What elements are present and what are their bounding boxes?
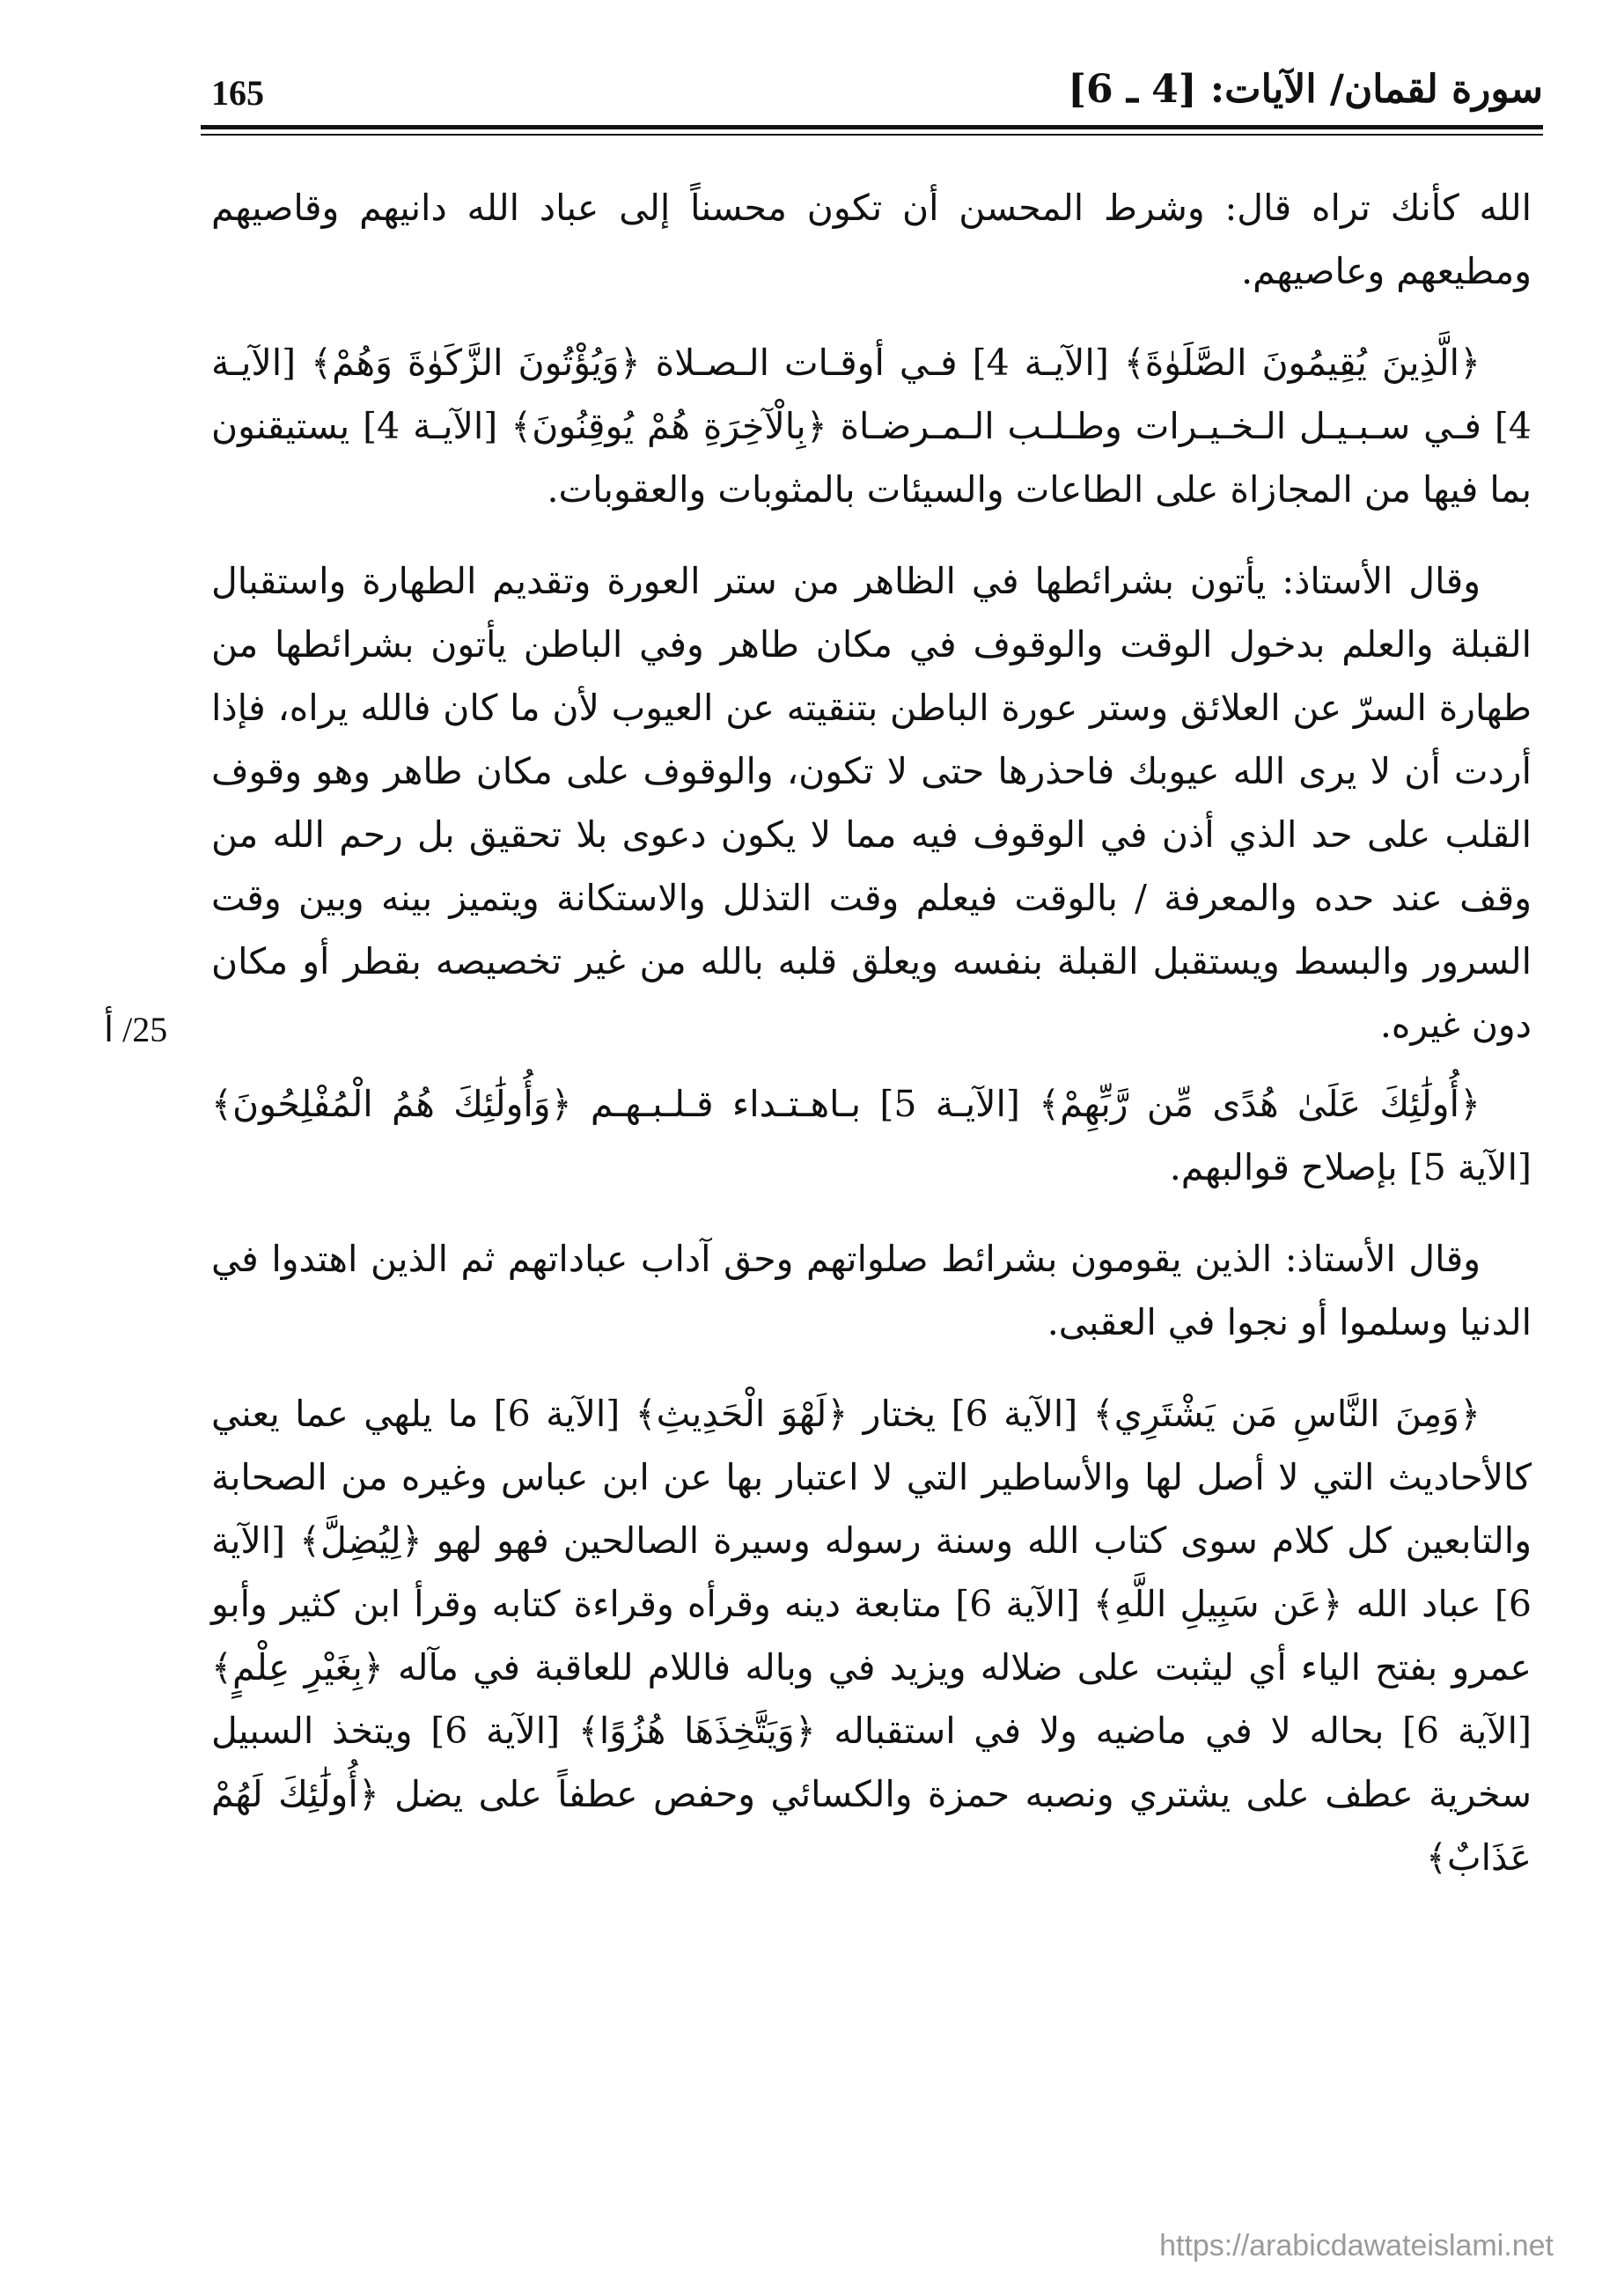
header-rule-thick (201, 125, 1543, 129)
paragraph-2: ﴿الَّذِينَ يُقِيمُونَ الصَّلَوٰةَ﴾ [الآيـة 4] فـي أوقـات الـصـلاة ﴿وَيُؤْتُونَ الزَّكَوٰةَ وَهُمْ﴾ [الآيـة 4] فـي سـبـيـل الـخـيـرات وطـلـب الـمـرضـاة ﴿بِالْآخِرَةِ هُمْ يُوقِنُونَ﴾ [الآيـة 4] يستيقنون بما فيها من المجازاة على الطاعات والسيئات بالمثوبات والعقوبات. (211, 342, 1532, 511)
paragraph-1: الله كأنك تراه قال: وشرط المحسن أن تكون محسناً إلى عباد الله دانيهم وقاصيهم ومطيعهم وعاصيهم. (211, 187, 1532, 292)
watermark-url: https://arabicdawateislami.net (1159, 2229, 1554, 2262)
header-rule-thin (201, 134, 1543, 136)
paragraph-5: وقال الأستاذ: الذين يقومون بشرائط صلواتهم وحق آداب عباداتهم ثم الذين اهتدوا في الدنيا وسلموا أو نجوا في العقبى. (211, 1238, 1532, 1343)
paragraph-6: ﴿وَمِنَ النَّاسِ مَن يَشْتَرِي﴾ [الآية 6] يختار ﴿لَهْوَ الْحَدِيثِ﴾ [الآية 6] ما يلهي عما يعني كالأحاديث التي لا أصل لها والأساطير التي لا اعتبار بها عن ابن عباس وغيره من الصحابة والتابعين كل كلام سوى كتاب الله وسنة رسوله وسيرة الصالحين فهو لهو ﴿لِيُضِلَّ﴾ [الآية 6] عباد الله ﴿عَن سَبِيلِ اللَّهِ﴾ [الآية 6] متابعة دينه وقرأه وقراءة كتابه وقرأ ابن كثير وأبو عمرو بفتح الياء أي ليثبت على ضلاله ويزيد في وباله فاللام للعاقبة في مآله ﴿بِغَيْرِ عِلْمٍ﴾ [الآية 6] بحاله لا في ماضيه ولا في استقباله ﴿وَيَتَّخِذَهَا هُزُوًا﴾ [الآية 6] ويتخذ السبيل سخرية عطف على يشتري ونصبه حمزة والكسائي وحفص عطفاً على يضل ﴿أُولَٰئِكَ لَهُمْ عَذَابٌ﴾ (211, 1393, 1532, 1879)
page-number: 165 (211, 73, 264, 113)
running-title: سورة لقمان/ الآيات: [4 ـ 6] (1068, 67, 1543, 112)
paragraph-4: ﴿أُولَٰئِكَ عَلَىٰ هُدًى مِّن رَّبِّهِمْ﴾ [الآيـة 5] بـاهـتـداء قـلـبـهـم ﴿وَأُولَٰئِكَ هُمُ الْمُفْلِحُونَ﴾ [الآية 5] بإصلاح قوالبهم. (211, 1083, 1532, 1188)
paragraph-3: وقال الأستاذ: يأتون بشرائطها في الظاهر من ستر العورة وتقديم الطهارة واستقبال القبلة والعلم بدخول الوقت والوقوف في مكان طاهر وفي الباطن يأتون بشرائطها من طهارة السرّ عن العلائق وستر عورة الباطن بتنقيته عن العيوب لأن ما كان فالله يراه، فإذا أردت أن لا يرى الله عيوبك فاحذرها حتى لا تكون، والوقوف على مكان طاهر وهو وقوف القلب على حد الذي أذن في الوقوف فيه مما لا يكون دعوى بلا تحقيق بل رحم الله من وقف عند حده والمعرفة / بالوقت فيعلم وقت التذلل والاستكانة ويتميز بينه وبين وقت السرور والبسط ويستقبل القبلة بنفسه ويعلق قلبه بالله من غير تخصيصه بقطر أو مكان دون غيره. (211, 560, 1532, 1046)
body-text (211, 176, 1532, 1917)
running-header (201, 63, 1543, 125)
margin-note-folio: 25/ أ (104, 1010, 168, 1049)
